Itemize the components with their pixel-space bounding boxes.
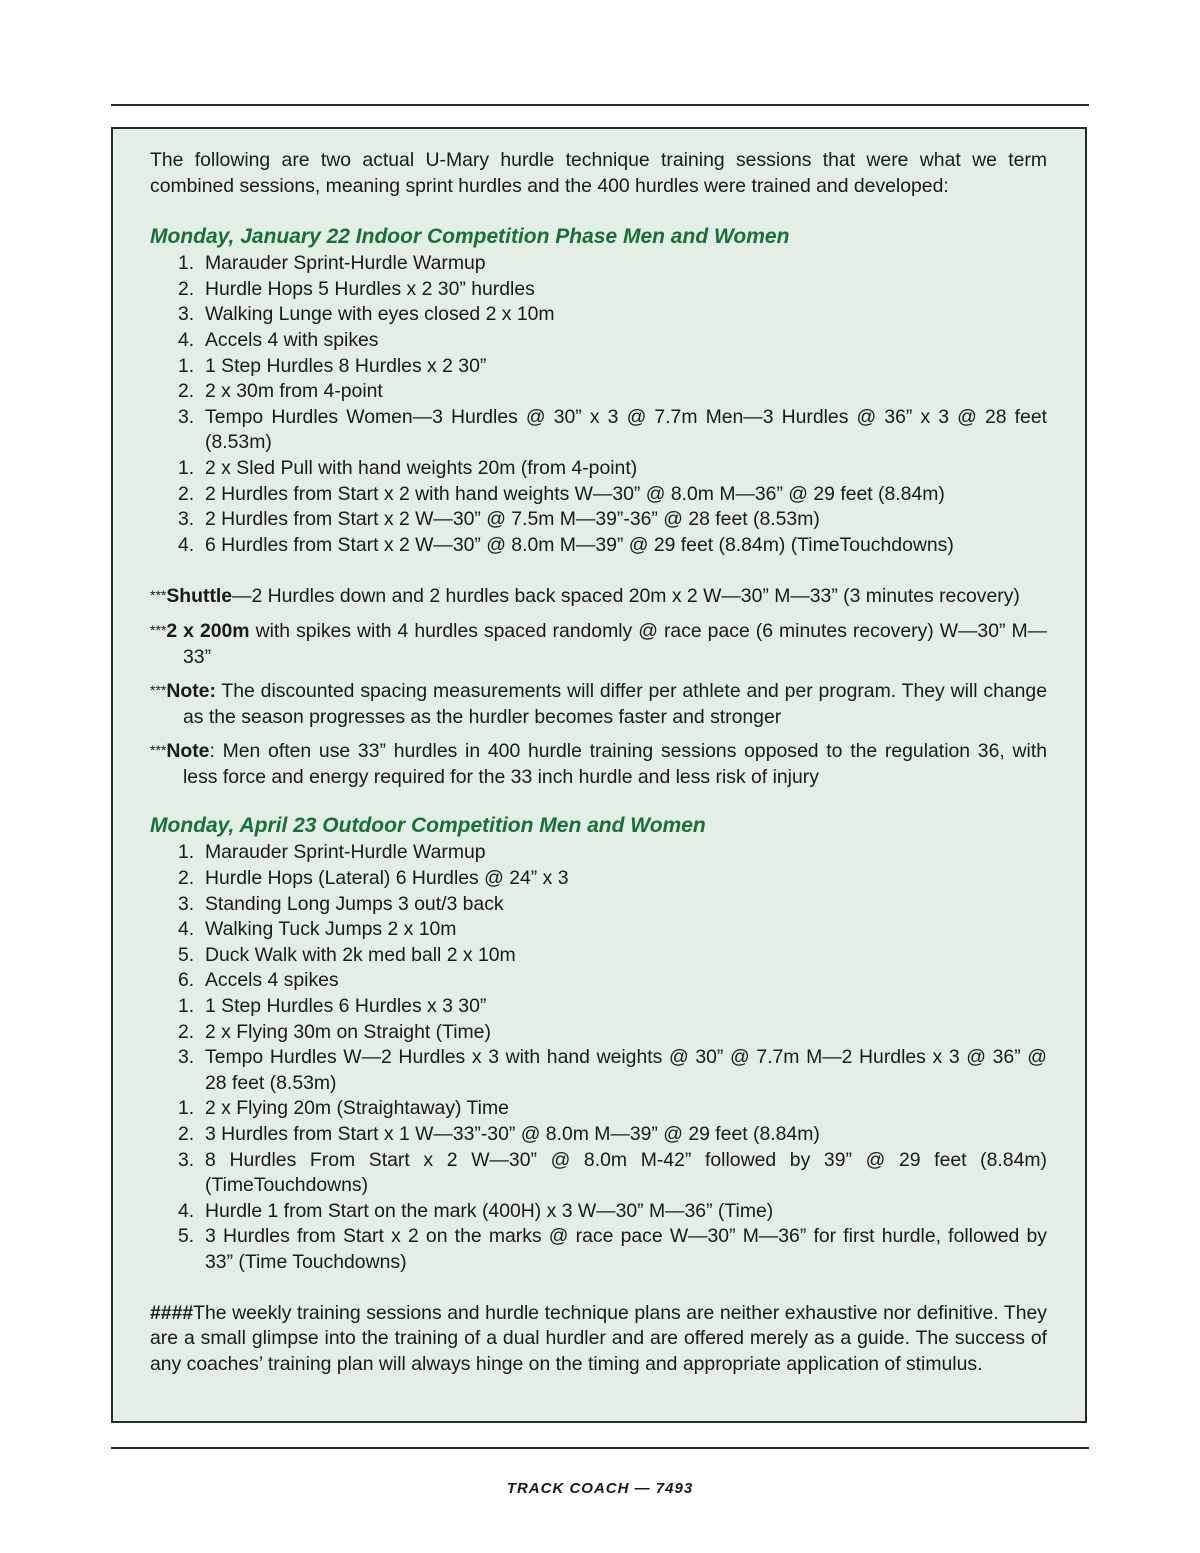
list-item-text: 2 x Sled Pull with hand weights 20m (from 4-point) [205,456,638,479]
list-item-text: Walking Lunge with eyes closed 2 x 10m [205,303,555,326]
list-item [150,994,1047,1020]
list-item [150,1020,1047,1046]
list-item-number: 3. [178,508,195,531]
list-item-number: 1. [178,354,195,377]
list-item-text: 3 Hurdles from Start x 1 W—33”-30” @ 8.0m M—39” @ 29 feet (8.84m) [205,1123,820,1145]
list-item-text: Accels 4 with spikes [205,328,379,351]
list-item-text: 2 Hurdles from Start x 2 W—30” @ 7.5m M—39”-36” @ 28 feet (8.53m) [205,508,820,531]
note-stars: *** [150,621,167,638]
session2-heading: Monday, April 23 Outdoor Competition Men and Women [150,814,706,838]
list-item [150,251,1047,277]
intro-paragraph: The following are two actual U-Mary hurdle technique training sessions that were what we term combined sessions, meaning sprint hurdles and the 400 hurdles were trained and developed: [150,149,1047,197]
list-item-number: 6. [178,969,195,992]
note-text: with spikes with 4 hurdles spaced randomly @ race pace (6 minutes recovery) W—30” M—33” [183,619,1048,668]
list-item [150,917,1047,943]
content-box [111,127,1087,1423]
list-item [150,456,1047,482]
list-item [150,379,1047,405]
list-item-number: 5. [178,1225,195,1248]
list-item [150,302,1047,328]
session1-list [150,251,1047,558]
list-item-text: Tempo Hurdles W—2 Hurdles x 3 with hand weights @ 30” @ 7.7m M—2 Hurdles x 3 @ 36” @ 28 feet (8.53m) [205,1046,1047,1094]
note-bold: 2 x 200m [166,619,250,642]
list-item-number: 2. [178,1123,195,1145]
list-item [150,1096,1047,1122]
list-item [150,968,1047,994]
list-item-text: Marauder Sprint-Hurdle Warmup [205,252,486,275]
list-item-number: 3. [178,1148,195,1171]
list-item-text: 1 Step Hurdles 8 Hurdles x 2 30” [205,354,487,377]
list-item [150,328,1047,354]
list-item-number: 2. [178,1020,195,1043]
list-item-number: 1. [178,995,195,1018]
list-item-number: 3. [178,1046,195,1069]
list-item-number: 5. [178,943,195,966]
note-bold: Shuttle [166,585,233,608]
note-stars: *** [150,587,167,604]
note-stars: *** [150,742,167,759]
list-item-number: 2. [178,867,195,890]
list-item [150,840,1047,866]
list-item-number: 4. [178,328,195,351]
list-item-text: Accels 4 spikes [205,969,339,992]
list-item-number: 4. [178,918,195,941]
list-item [150,277,1047,303]
list-item-text: Walking Tuck Jumps 2 x 10m [205,918,457,941]
list-item [150,533,1047,559]
note-text: The discounted spacing measurements will differ per athlete and per program. They will change as the season progresses as the hurdler becomes faster and stronger [183,680,1047,728]
note-text: —2 Hurdles down and 2 hurdles back spaced 20m x 2 W—30” M—33” (3 minutes recovery) [232,585,1020,608]
list-item-number: 1. [178,841,195,864]
list-item [150,507,1047,533]
top-rule [111,104,1089,106]
list-item-text: 1 Step Hurdles 6 Hurdles x 3 30” [205,995,487,1018]
list-item [150,405,1047,456]
list-item [150,892,1047,918]
list-item [150,1199,1047,1225]
list-item [150,482,1047,508]
list-item-number: 3. [178,892,195,915]
closing-paragraph [150,1301,1047,1378]
list-item-text: 3 Hurdles from Start x 2 on the marks @ race pace W—30” M—36” for first hurdle, followed by 33” (Time Touchdowns) [205,1225,1047,1273]
note-paragraph [150,678,1047,730]
closing-text: The weekly training sessions and hurdle technique plans are neither exhaustive nor definitive. They are a small glimpse into the training of a dual hurdler and are offered merely as a guide. The success of any coaches’ training plan will always hinge on the timing and appropriate application of stimulus. [150,1301,1047,1375]
list-item-text: Tempo Hurdles Women—3 Hurdles @ 30” x 3 @ 7.7m Men—3 Hurdles @ 36” x 3 @ 28 feet (8.53m) [205,405,1047,454]
list-item [150,354,1047,380]
list-item-text: 2 x Flying 20m (Straightaway) Time [205,1097,509,1120]
page-footer: TRACK COACH — 7493 [506,1480,694,1497]
list-item [150,1045,1047,1096]
note-bold: Note [166,740,210,763]
list-item-number: 2. [178,482,195,505]
list-item-text: Hurdle Hops 5 Hurdles x 2 30” hurdles [205,277,535,300]
list-item [150,1224,1047,1275]
list-item-number: 4. [178,1199,195,1222]
list-item-number: 1. [178,1097,195,1120]
list-item-number: 3. [178,405,195,428]
note-text: : Men often use 33” hurdles in 400 hurdle training sessions opposed to the regulation 36, with less force and energy required for the 33 inch hurdle and less risk of injury [183,740,1047,788]
notes-section [150,583,1047,790]
note-paragraph [150,618,1047,670]
list-item-text: 2 Hurdles from Start x 2 with hand weights W—30” @ 8.0m M—36” @ 29 feet (8.84m) [205,482,945,505]
note-stars: *** [150,682,167,699]
list-item-text: Marauder Sprint-Hurdle Warmup [205,841,486,864]
list-item-text: 6 Hurdles from Start x 2 W—30” @ 8.0m M—39” @ 29 feet (8.84m) (TimeTouchdowns) [205,533,954,556]
list-item-text: Duck Walk with 2k med ball 2 x 10m [205,943,516,966]
list-item-text: Hurdle 1 from Start on the mark (400H) x 3 W—30” M—36” (Time) [205,1199,774,1222]
list-item-text: Hurdle Hops (Lateral) 6 Hurdles @ 24” x 3 [205,867,569,890]
list-item-text: 2 x Flying 30m on Straight (Time) [205,1020,491,1043]
list-item [150,1148,1047,1199]
list-item-text: 2 x 30m from 4-point [205,380,383,403]
list-item-number: 2. [178,277,195,300]
list-item-number: 2. [178,380,195,403]
session1-heading: Monday, January 22 Indoor Competition Phase Men and Women [150,225,790,249]
list-item [150,1122,1047,1148]
list-item-number: 1. [178,456,195,479]
list-item-text: Standing Long Jumps 3 out/3 back [205,892,504,915]
list-item-number: 4. [178,533,195,556]
list-item-number: 1. [178,252,195,275]
session2-list [150,840,1047,1275]
note-paragraph [150,738,1047,790]
list-item-text: 8 Hurdles From Start x 2 W—30” @ 8.0m M-42” followed by 39” @ 29 feet (8.84m) (TimeTouchdowns) [205,1148,1047,1197]
closing-marker: #### [150,1301,194,1324]
list-item [150,866,1047,892]
note-paragraph [150,583,1047,610]
bottom-rule [111,1447,1089,1449]
list-item-number: 3. [178,303,195,326]
note-bold: Note: [166,680,216,703]
list-item [150,943,1047,969]
